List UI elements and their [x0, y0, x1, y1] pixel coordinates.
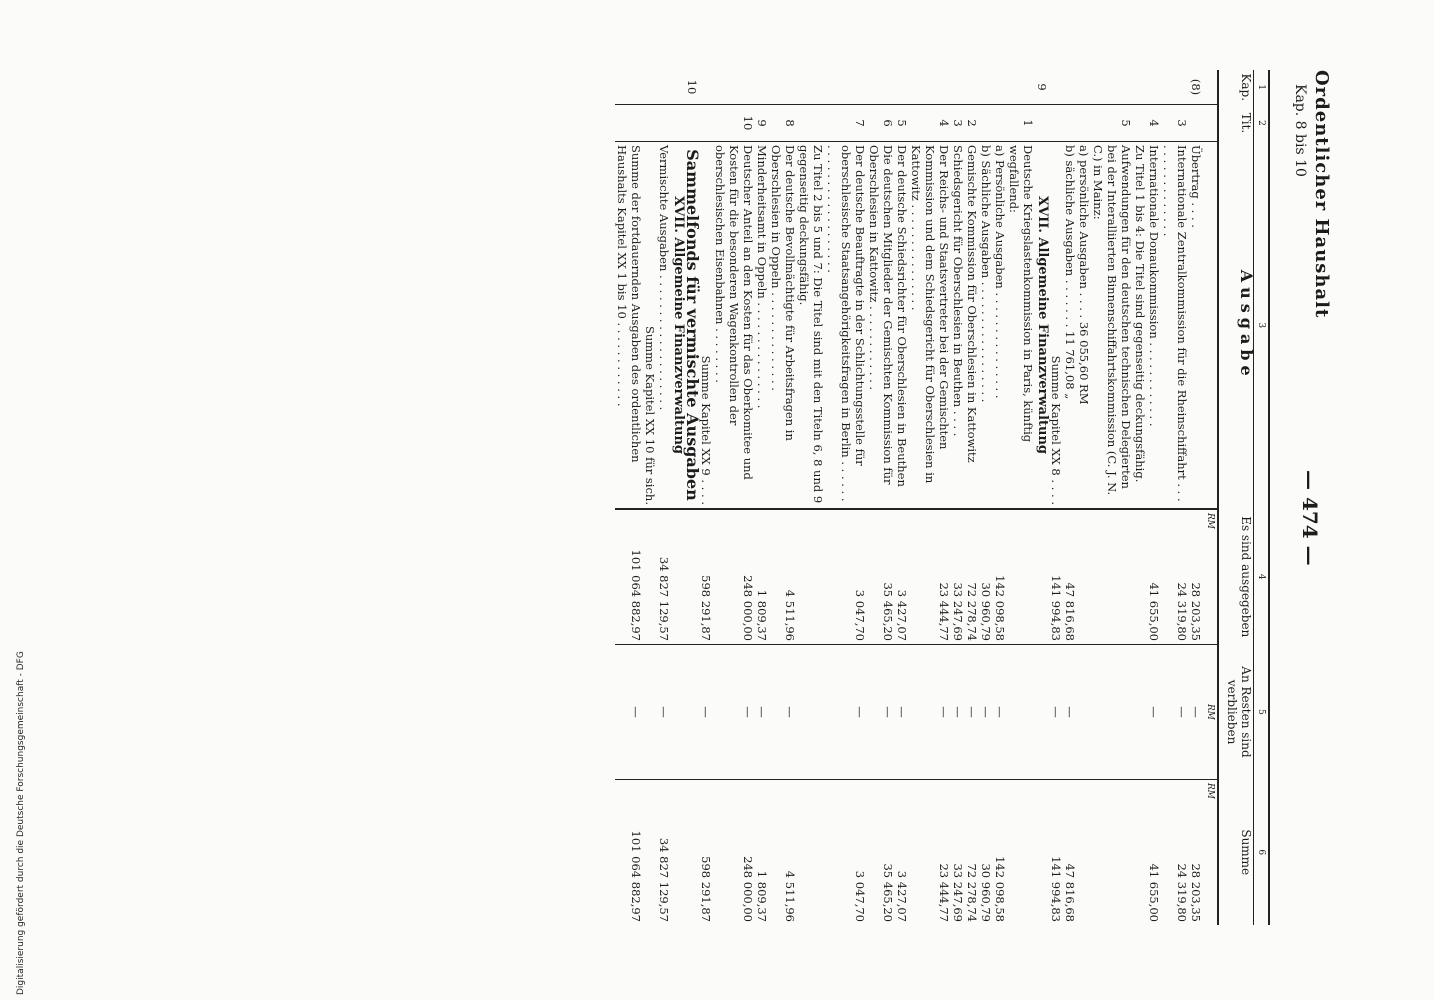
row-amount-total: 47 816,68	[1063, 863, 1077, 922]
column-number: 4	[1254, 509, 1270, 645]
row-amount-total	[671, 780, 685, 926]
ledger-row	[769, 70, 797, 925]
row-amount-remaining: —	[1147, 645, 1161, 780]
row-kap	[797, 70, 825, 105]
row-tit	[615, 105, 643, 142]
row-tit: 4	[909, 105, 951, 142]
row-kap	[951, 70, 965, 105]
ledger-row	[1147, 70, 1161, 925]
row-amount-spent: 1 809,37	[755, 509, 769, 645]
page-title: Ordentlicher Haushalt	[1311, 70, 1332, 319]
row-tit: 7	[825, 105, 867, 142]
row-description: Summe Kapitel XX 10 für sich.	[643, 142, 657, 510]
row-tit	[1077, 105, 1091, 142]
row-tit	[699, 105, 713, 142]
ledger-sheet	[60, 70, 1330, 925]
ledger-row	[1161, 70, 1189, 925]
row-tit: 9	[755, 105, 769, 142]
footer-text: Digitalisierung gefördert durch die Deutsche Forschungsgemeinschaft - DFG	[16, 651, 26, 995]
unit-label: RM	[1205, 783, 1215, 799]
row-amount-remaining	[797, 645, 825, 780]
row-kap	[1091, 70, 1133, 105]
row-amount-total: 72 278,74	[965, 863, 979, 922]
row-description: Schiedsgericht für Oberschlesien in Beuthen . . . .	[951, 142, 965, 510]
row-kap	[713, 70, 755, 105]
row-amount-spent: 41 655,00	[1147, 509, 1161, 645]
row-kap: (8)	[1189, 70, 1203, 105]
row-description: b) Sächliche Ausgaben . . . . . . . . . . . . . . . . .	[979, 142, 993, 510]
row-amount-total: 3 047,70	[853, 870, 867, 922]
row-description: Summe Kapitel XX 9 . . . .	[699, 142, 713, 510]
row-description: Zu Titel 2 bis 5 und 7: Die Titel sind mit den Titeln 6, 8 und 9 gegenseitig deckungsfähig.	[797, 142, 825, 510]
row-tit: 5	[895, 105, 909, 142]
row-description: Internationale Zentralkommission für die Rheinschiffahrt . . . . . . . . . . . . . . . .	[1161, 142, 1189, 510]
row-amount-spent: 142 098,58	[993, 509, 1007, 645]
row-amount-spent: 30 960,79	[979, 509, 993, 645]
row-description: Internationale Donaukommission . . . . . . . . . . . .	[1147, 142, 1161, 510]
ledger-row	[713, 70, 755, 925]
row-amount-spent: 24 319,80	[1161, 509, 1189, 645]
row-amount-total	[1091, 780, 1133, 926]
row-amount-remaining: —	[1189, 645, 1203, 780]
column-number: 5	[1254, 645, 1270, 780]
row-kap	[825, 70, 867, 105]
row-tit	[979, 105, 993, 142]
row-kap	[1161, 70, 1189, 105]
row-description: Gemischte Kommission für Oberschlesien in Kattowitz	[965, 142, 979, 510]
ledger-row	[657, 70, 671, 925]
row-amount-total: 35 465,20	[881, 863, 895, 922]
column-number: 6	[1254, 780, 1270, 926]
row-amount-spent	[671, 509, 685, 645]
ledger-row	[755, 70, 769, 925]
row-amount-remaining: —	[965, 645, 979, 780]
row-amount-spent: 34 827 129,57	[657, 509, 671, 645]
row-amount-total: 142 098,58	[993, 856, 1007, 922]
row-amount-spent: 141 994,83	[1049, 509, 1063, 645]
row-kap	[895, 70, 909, 105]
column-number: 2	[1254, 105, 1270, 142]
ledger-row	[1063, 70, 1077, 925]
row-amount-remaining: —	[979, 645, 993, 780]
row-tit: 4	[1147, 105, 1161, 142]
row-kap	[909, 70, 951, 105]
row-amount-total	[1077, 780, 1091, 926]
row-amount-remaining: —	[755, 645, 769, 780]
row-description: Deutscher Anteil an den Kosten für das Oberkomitee und Kosten für die besonderen Wagenkontrollen der oberschlesischen Eisenbahnen . . . . . . . .	[713, 142, 755, 510]
ledger-row	[1077, 70, 1091, 925]
row-amount-remaining: —	[713, 645, 755, 780]
row-kap	[1077, 70, 1091, 105]
row-kap	[657, 70, 671, 105]
row-amount-spent: 598 291,87	[699, 509, 713, 645]
row-tit: 5	[1091, 105, 1133, 142]
row-amount-total: 4 511,96	[783, 870, 797, 922]
row-amount-total: 1 809,37	[755, 870, 769, 922]
row-amount-remaining: —	[699, 645, 713, 780]
header-ausgegeben: Es sind ausgegeben	[1218, 509, 1254, 645]
row-amount-remaining: —	[1161, 645, 1189, 780]
row-description: Sammelfonds für vermischte Ausgaben	[685, 142, 699, 510]
row-description: XVII. Allgemeine Finanzverwaltung	[1035, 142, 1049, 510]
row-amount-remaining: —	[909, 645, 951, 780]
ledger-row	[797, 70, 825, 925]
row-kap	[643, 70, 657, 105]
row-amount-spent	[1007, 509, 1035, 645]
row-amount-spent: 248 000,00	[713, 509, 755, 645]
row-tit	[671, 105, 685, 142]
row-tit	[1063, 105, 1077, 142]
row-amount-spent: 72 278,74	[965, 509, 979, 645]
row-kap	[755, 70, 769, 105]
row-amount-remaining	[1091, 645, 1133, 780]
row-tit	[685, 105, 699, 142]
row-kap	[1007, 70, 1035, 105]
ledger-row	[965, 70, 979, 925]
row-amount-spent	[685, 509, 699, 645]
row-kap: 9	[1035, 70, 1049, 105]
row-tit	[1049, 105, 1063, 142]
ledger-row	[1133, 70, 1147, 925]
row-amount-total: 248 000,00	[741, 856, 755, 922]
row-description: Der deutsche Bevollmächtigte für Arbeitsfragen in Oberschlesien in Oppeln . . . . . . . . . . . . . .	[769, 142, 797, 510]
row-amount-remaining: —	[1049, 645, 1063, 780]
row-description: Summe Kapitel XX 8 . . . .	[1049, 142, 1063, 510]
row-kap	[615, 70, 643, 105]
row-amount-remaining: —	[993, 645, 1007, 780]
row-amount-total: 41 655,00	[1147, 863, 1161, 922]
row-amount-remaining	[643, 645, 657, 780]
row-amount-total	[1035, 780, 1049, 926]
row-kap	[699, 70, 713, 105]
row-tit	[993, 105, 1007, 142]
ledger-row	[685, 70, 699, 925]
row-amount-total: 34 827 129,57	[657, 837, 671, 922]
row-description: Summe der fortdauernden Ausgaben des ordentlichen Haushalts Kapitel XX 1 bis 10 . . . . . . . . . . . .	[615, 142, 643, 510]
row-amount-total	[1133, 780, 1147, 926]
row-amount-spent: 23 444,77	[909, 509, 951, 645]
row-kap	[979, 70, 993, 105]
header-summe: Summe	[1218, 780, 1254, 926]
row-tit: 2	[965, 105, 979, 142]
row-amount-spent	[1091, 509, 1133, 645]
unit-row	[1203, 70, 1218, 925]
row-amount-remaining: —	[657, 645, 671, 780]
row-amount-total	[797, 780, 825, 926]
row-tit: 6	[867, 105, 895, 142]
header-kap: Kap.	[1218, 70, 1254, 105]
row-amount-remaining: —	[825, 645, 867, 780]
row-tit	[797, 105, 825, 142]
row-description: Der deutsche Beauftragte in der Schlichtungsstelle für oberschlesische Staatsangehörigkeitsfragen in Berlin . . . . . . . . . . . . . . . . . . . . . . . .	[825, 142, 867, 510]
row-tit: 1	[1007, 105, 1035, 142]
row-amount-spent	[1035, 509, 1049, 645]
row-amount-spent: 101 064 882,97	[615, 509, 643, 645]
row-amount-remaining: —	[769, 645, 797, 780]
row-kap	[769, 70, 797, 105]
row-amount-spent: 3 427,07	[895, 509, 909, 645]
row-tit	[1189, 105, 1203, 142]
ledger-row	[615, 70, 643, 925]
row-kap	[867, 70, 895, 105]
row-amount-total: 30 960,79	[979, 863, 993, 922]
row-description: Aufwendungen für den deutschen technischen Delegierten bei der Interalliierten Binnenschiffahrtskommission (C. J. N. C.) in Mainz:	[1091, 142, 1133, 510]
ledger-row	[825, 70, 867, 925]
row-amount-spent: 47 816,68	[1063, 509, 1077, 645]
row-amount-remaining: —	[615, 645, 643, 780]
row-description: Der Reichs- und Staatsvertreter bei der Gemischten Kommission und dem Schiedsgericht für Oberschlesien in Kattowitz . . . . . . . . . . . . . . .	[909, 142, 951, 510]
row-description: Deutsche Kriegslastenkommission in Paris, künftig wegfallend:	[1007, 142, 1035, 510]
row-amount-spent	[1133, 509, 1147, 645]
row-amount-total	[1007, 780, 1035, 926]
ledger-row	[1091, 70, 1133, 925]
row-amount-remaining	[1035, 645, 1049, 780]
row-amount-total: 3 427,07	[895, 870, 909, 922]
row-amount-total: 23 444,77	[937, 863, 951, 922]
row-amount-spent: 3 047,70	[825, 509, 867, 645]
row-amount-remaining: —	[1063, 645, 1077, 780]
row-description: Vermischte Ausgaben . . . . . . . . . . . . . . . . . . .	[657, 142, 671, 510]
row-tit	[643, 105, 657, 142]
row-amount-remaining: —	[867, 645, 895, 780]
row-tit	[1035, 105, 1049, 142]
row-tit	[1133, 105, 1147, 142]
ledger-row	[951, 70, 965, 925]
row-amount-total: 101 064 882,97	[629, 830, 643, 922]
column-number-row	[1254, 70, 1270, 925]
row-amount-remaining	[685, 645, 699, 780]
row-kap	[1133, 70, 1147, 105]
row-description: XVII. Allgemeine Finanzverwaltung	[671, 142, 685, 510]
header-ausgabe: Ausgabe	[1218, 142, 1254, 510]
ledger-row	[979, 70, 993, 925]
column-number: 3	[1254, 142, 1270, 510]
row-amount-remaining	[1133, 645, 1147, 780]
ledger-row	[643, 70, 657, 925]
row-amount-spent	[797, 509, 825, 645]
digitization-footer	[4, 605, 26, 995]
row-kap	[993, 70, 1007, 105]
ledger-row	[909, 70, 951, 925]
row-amount-total: 598 291,87	[699, 856, 713, 922]
row-amount-total: 141 994,83	[1049, 856, 1063, 922]
ledger-row	[1049, 70, 1063, 925]
ledger-row	[895, 70, 909, 925]
ledger-table	[615, 70, 1270, 925]
ledger-row	[1189, 70, 1203, 925]
ledger-row	[867, 70, 895, 925]
row-amount-remaining: —	[951, 645, 965, 780]
row-kap	[965, 70, 979, 105]
row-amount-total: 33 247,69	[951, 863, 965, 922]
row-tit: 10	[713, 105, 755, 142]
row-description: Die deutschen Mitglieder der Gemischten Kommission für Oberschlesien in Kattowitz . . . . . . . . . . . .	[867, 142, 895, 510]
row-amount-spent	[643, 509, 657, 645]
row-tit	[657, 105, 671, 142]
column-header-row	[1218, 70, 1254, 925]
row-amount-spent: 33 247,69	[951, 509, 965, 645]
row-tit: 8	[769, 105, 797, 142]
unit-label: RM	[1203, 645, 1218, 780]
ledger-row	[1035, 70, 1049, 925]
row-amount-remaining: —	[895, 645, 909, 780]
ledger-row	[993, 70, 1007, 925]
row-kap	[1049, 70, 1063, 105]
row-kap	[1147, 70, 1161, 105]
header-reste: An Resten sind verblieben	[1218, 645, 1254, 780]
row-amount-spent: 35 465,20	[867, 509, 895, 645]
row-amount-total	[643, 780, 657, 926]
row-description: a) persönliche Ausgaben . . . . 36 055,60 RM	[1077, 142, 1091, 510]
row-kap: 10	[685, 70, 699, 105]
row-description: Zu Titel 1 bis 4: Die Titel sind gegenseitig deckungsfähig.	[1133, 142, 1147, 510]
header-tit: Tit.	[1218, 105, 1254, 142]
row-amount-remaining	[1077, 645, 1091, 780]
row-description: b) sächliche Ausgaben . . . . . . . 11 761,08 „	[1063, 142, 1077, 510]
row-tit: 3	[1161, 105, 1189, 142]
row-amount-total: 24 319,80	[1175, 863, 1189, 922]
row-description: Der deutsche Schiedsrichter für Oberschlesien in Beuthen	[895, 142, 909, 510]
ledger-row	[1007, 70, 1035, 925]
row-amount-spent: 28 203,35	[1189, 509, 1203, 645]
row-description: Übertrag . . . .	[1189, 142, 1203, 510]
row-amount-total: 28 203,35	[1189, 863, 1203, 922]
row-amount-spent	[1077, 509, 1091, 645]
column-number: 1	[1254, 70, 1270, 105]
row-tit: 3	[951, 105, 965, 142]
row-kap	[671, 70, 685, 105]
row-kap	[1063, 70, 1077, 105]
row-description: a) Persönliche Ausgaben . . . . . . . . . . . . . . .	[993, 142, 1007, 510]
row-amount-spent: 4 511,96	[769, 509, 797, 645]
row-description: Minderheitsamt in Oppeln . . . . . . . . . . . . . . .	[755, 142, 769, 510]
row-amount-total	[685, 780, 699, 926]
page-subtitle: Kap. 8 bis 10	[1292, 84, 1308, 177]
page-number: — 474 —	[1298, 470, 1322, 566]
row-amount-remaining	[1007, 645, 1035, 780]
ledger-body	[615, 70, 1203, 925]
unit-label: RM	[1203, 509, 1218, 645]
row-amount-remaining	[671, 645, 685, 780]
